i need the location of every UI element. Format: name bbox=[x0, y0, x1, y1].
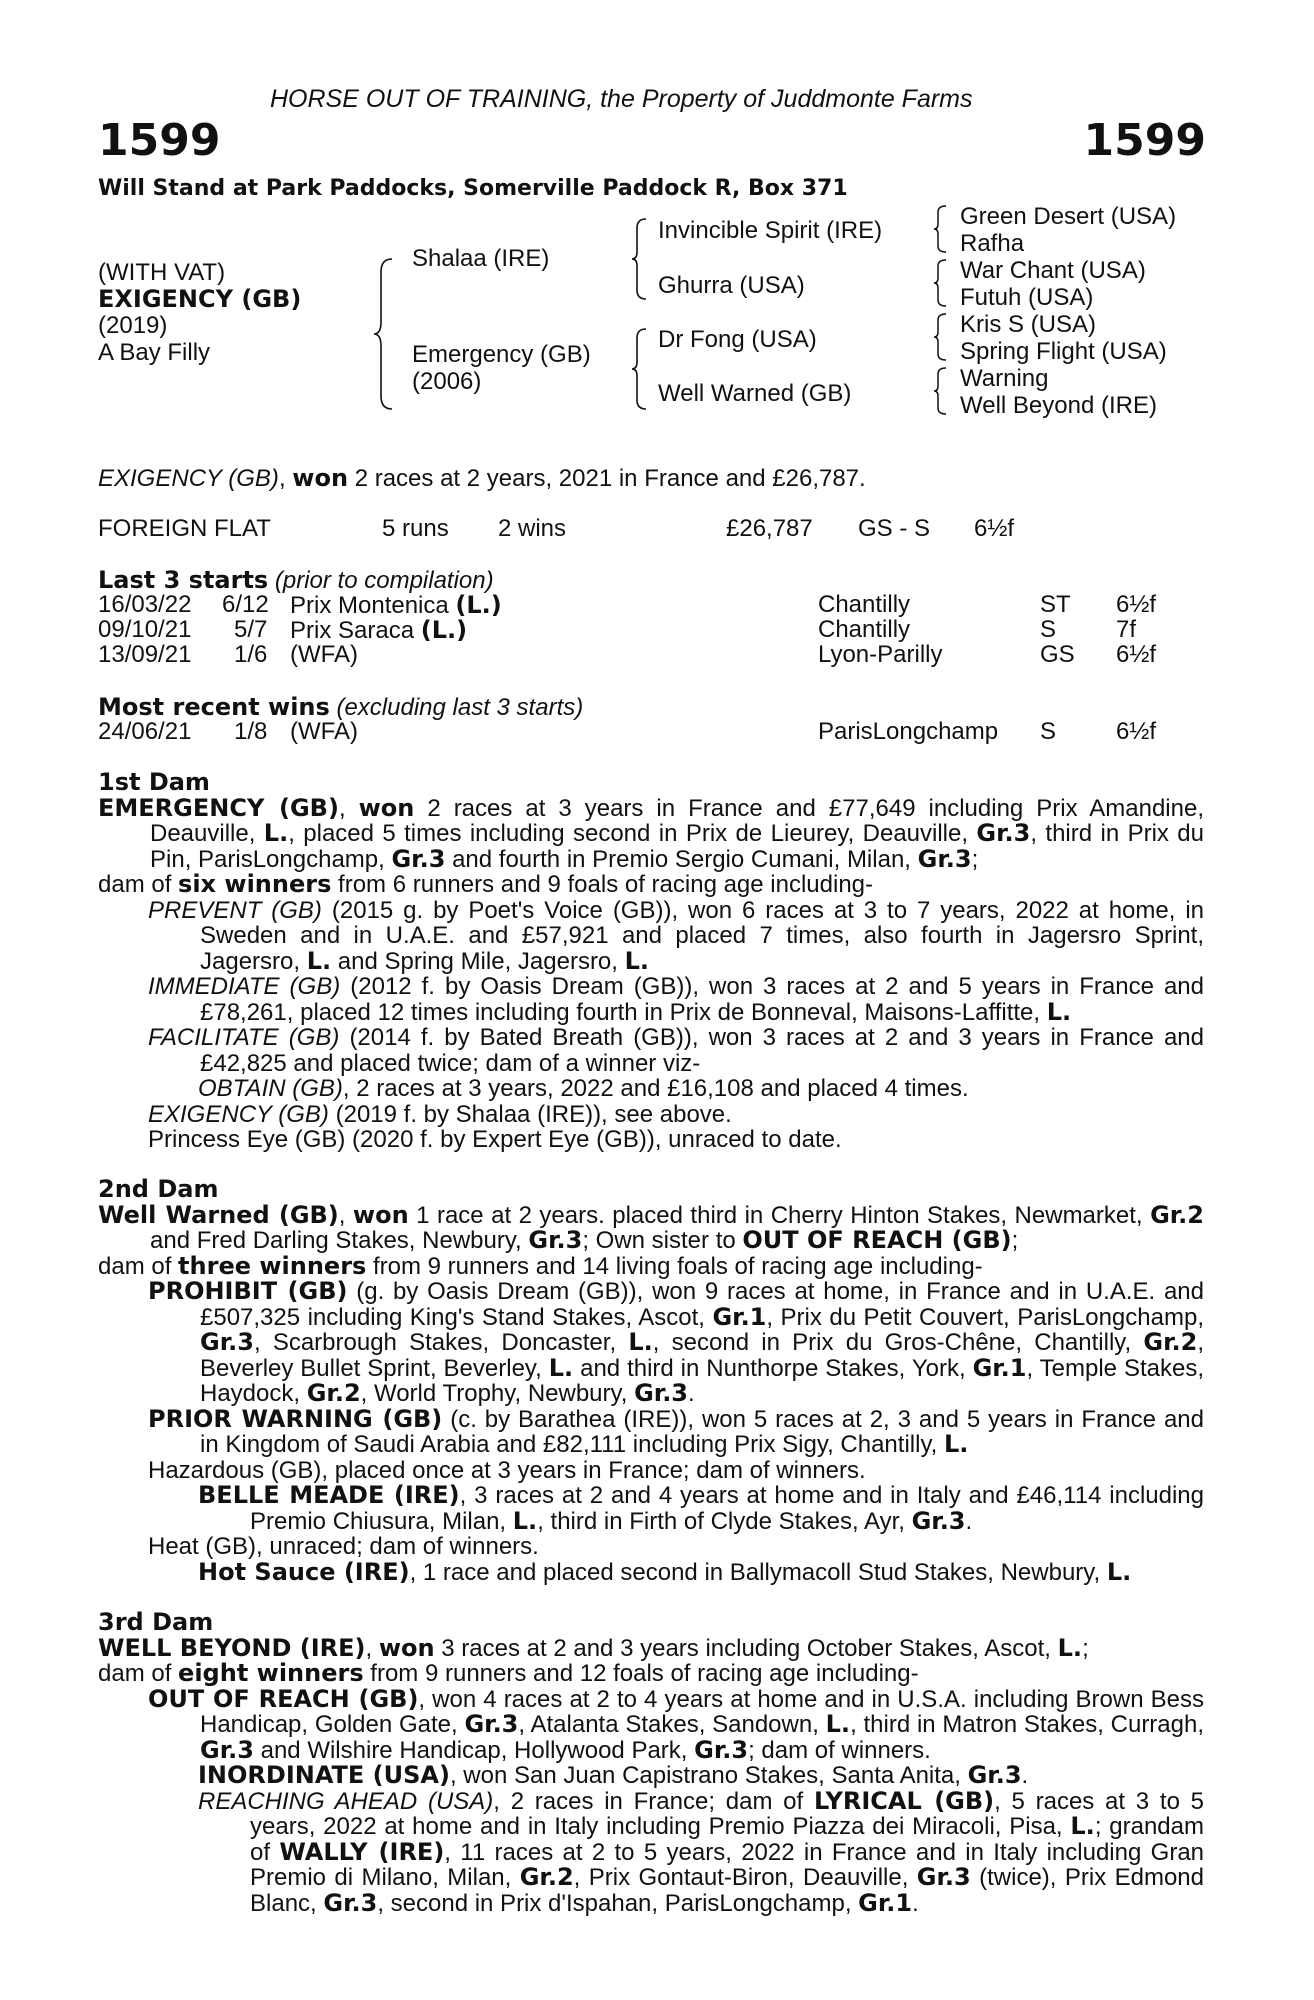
produce-entry: INORDINATE (USA), won San Juan Capistrano Stakes, Santa Anita, Gr.3. bbox=[198, 1761, 1029, 1789]
pedigree-dds: Warning bbox=[960, 365, 1049, 392]
first-dam-produce-summary: dam of six winners from 6 runners and 9 foals of racing age including- bbox=[98, 870, 874, 898]
pedigree-brace-ss bbox=[932, 205, 948, 253]
start-course: Lyon-Parilly bbox=[818, 641, 943, 668]
horse-year: (2019) bbox=[98, 312, 168, 339]
first-dam-section bbox=[98, 770, 1204, 1153]
start-distance: 7f bbox=[1116, 616, 1137, 643]
summary-horse-name: EXIGENCY (GB) bbox=[98, 465, 279, 492]
pedigree-dam-sire: Dr Fong (USA) bbox=[658, 326, 817, 353]
produce-entry: PREVENT (GB) (2015 g. by Poet's Voice (GB)), won 6 races at 3 to 7 years, 2022 at home, in Sweden and in U.A.E. and £57,921 and placed 7 times, also fourth in Jagersro Sprint, Jagersro, L. and Spring Mile, Jagersro, L. bbox=[148, 896, 1205, 975]
recent-wins-heading: Most recent wins (excluding last 3 starts) bbox=[98, 693, 584, 721]
horse-name: EXIGENCY (GB) bbox=[98, 285, 302, 313]
start-course: Chantilly bbox=[818, 591, 911, 618]
pedigree-ssd: Rafha bbox=[960, 230, 1025, 257]
start-position: 1/6 bbox=[234, 641, 268, 668]
start-going: S bbox=[1040, 616, 1057, 643]
pedigree-sire-sire: Invincible Spirit (IRE) bbox=[658, 217, 883, 244]
pedigree-brace-main bbox=[372, 258, 394, 410]
first-dam-record: EMERGENCY (GB), won 2 races at 3 years in France and £77,649 including Prix Amandine, Deauville, L., placed 5 times including second in Prix de Lieurey, Deauville, Gr.3, third in Prix du Pin, ParisLongchamp, Gr.3 and fourth in Premio Sergio Cumani, Milan, Gr.3; bbox=[98, 793, 1204, 873]
start-position: 6/12 bbox=[222, 591, 269, 618]
record-wins: 2 wins bbox=[498, 515, 567, 542]
race-summary: EXIGENCY (GB), won 2 races at 2 years, 2021 in France and £26,787. bbox=[98, 464, 866, 492]
pedigree-brace-ds bbox=[932, 313, 948, 361]
start-going: GS bbox=[1040, 641, 1075, 668]
produce-entry: Hot Sauce (IRE), 1 race and placed second in Ballymacoll Stud Stakes, Newbury, L. bbox=[198, 1557, 1132, 1586]
second-dam-section bbox=[98, 1177, 1204, 1585]
produce-entry: OBTAIN (GB), 2 races at 3 years, 2022 and £16,108 and placed 4 times. bbox=[198, 1075, 969, 1102]
third-dam-heading: 3rd Dam bbox=[98, 1608, 214, 1636]
record-prize: £26,787 bbox=[726, 515, 813, 542]
pedigree-dam-dam: Well Warned (GB) bbox=[658, 380, 852, 407]
third-dam-section bbox=[98, 1610, 1204, 1916]
record-going: GS - S bbox=[858, 515, 931, 542]
record-distance: 6½f bbox=[974, 515, 1015, 542]
second-dam-produce-summary: dam of three winners from 9 runners and 14 living foals of racing age including- bbox=[98, 1251, 983, 1280]
pedigree-sss: Green Desert (USA) bbox=[960, 203, 1177, 230]
third-dam-produce-summary: dam of eight winners from 9 runners and 12 foals of racing age including- bbox=[98, 1659, 919, 1687]
first-dam-heading: 1st Dam bbox=[98, 768, 210, 796]
start-position: 5/7 bbox=[234, 616, 268, 643]
horse-description: A Bay Filly bbox=[98, 339, 211, 366]
produce-entry: OUT OF REACH (GB), won 4 races at 2 to 4 years at home and in U.S.A. including Brown Bess Handicap, Golden Gate, Gr.3, Atalanta Stakes, Sandown, L., third in Matron Stakes, Curragh, Gr.3 and Wilshire Handicap, Hollywood Park, Gr.3; dam of winners. bbox=[148, 1684, 1205, 1764]
produce-entry: REACHING AHEAD (USA), 2 races in France; dam of LYRICAL (GB), 5 races at 3 to 5 years, 2022 at home and in Italy including Premio Piazza dei Miracoli, Pisa, L.; grandam of WALLY (IRE), 11 races at 2 to 5 years, 2022 in France and in Italy including Gran Premio di Milano, Milan, Gr.2, Prix Gontaut-Biron, Deauville, Gr.3 (twice), Prix Edmond Blanc, Gr.3, second in Prix d'Ispahan, ParisLongchamp, Gr.1. bbox=[198, 1786, 1205, 1917]
start-course: Chantilly bbox=[818, 616, 911, 643]
produce-entry: Heat (GB), unraced; dam of winners. bbox=[148, 1533, 539, 1560]
lot-number-right: 1599 bbox=[1083, 115, 1206, 166]
produce-entry: PROHIBIT (GB) (g. by Oasis Dream (GB)), won 9 races at home, in France and in U.A.E. and £507,325 including King's Stand Stakes, Ascot, Gr.1, Prix du Petit Couvert, ParisLongchamp, Gr.3, Scarbrough Stakes, Doncaster, L., second in Prix du Gros-Chêne, Chantilly, Gr.2, Beverley Bullet Sprint, Beverley, L. and third in Nunthorpe Stakes, York, Gr.1, Temple Stakes, Haydock, Gr.2, World Trophy, Newbury, Gr.3. bbox=[148, 1277, 1205, 1407]
record-label: FOREIGN FLAT bbox=[98, 515, 271, 542]
pedigree-sire: Shalaa (IRE) bbox=[412, 245, 550, 272]
pedigree-brace-sire bbox=[630, 218, 648, 300]
stabling-location: Will Stand at Park Paddocks, Somerville Paddock R, Box 371 bbox=[98, 176, 848, 201]
start-race: Prix Montenica (L.) bbox=[290, 591, 502, 619]
pedigree-dss: Kris S (USA) bbox=[960, 311, 1097, 338]
pedigree-dsd: Spring Flight (USA) bbox=[960, 338, 1167, 365]
produce-entry: FACILITATE (GB) (2014 f. by Bated Breath (GB)), won 3 races at 2 and 3 years in France and £42,825 and placed twice; dam of a winner viz- bbox=[148, 1024, 1204, 1077]
start-race: Prix Saraca (L.) bbox=[290, 616, 468, 644]
produce-entry: PRIOR WARNING (GB) (c. by Barathea (IRE)), won 5 races at 2, 3 and 5 years in France and in Kingdom of Saudi Arabia and £82,111 including Prix Sigy, Chantilly, L. bbox=[148, 1404, 1204, 1458]
produce-entry: EXIGENCY (GB) (2019 f. by Shalaa (IRE)), see above. bbox=[148, 1100, 732, 1128]
start-distance: 6½f bbox=[1116, 591, 1157, 618]
start-going: ST bbox=[1040, 591, 1071, 618]
produce-entry: IMMEDIATE (GB) (2012 f. by Oasis Dream (GB)), won 3 races at 2 and 5 years in France and £78,261, placed 12 times including fourth in Prix de Bonneval, Maisons-Laffitte, L. bbox=[148, 973, 1204, 1026]
win-course: ParisLongchamp bbox=[818, 718, 999, 745]
start-distance: 6½f bbox=[1116, 641, 1157, 668]
pedigree-ddd: Well Beyond (IRE) bbox=[960, 392, 1157, 419]
pedigree-brace-dam bbox=[630, 328, 648, 410]
third-dam-record: WELL BEYOND (IRE), won 3 races at 2 and 3 years including October Stakes, Ascot, L.; bbox=[98, 1633, 1089, 1662]
pedigree-sdd: Futuh (USA) bbox=[960, 284, 1094, 311]
second-dam-heading: 2nd Dam bbox=[98, 1175, 219, 1203]
produce-entry: BELLE MEADE (IRE), 3 races at 2 and 4 years at home and in Italy and £46,114 including Premio Chiusura, Milan, L., third in Firth of Clyde Stakes, Ayr, Gr.3. bbox=[198, 1481, 1205, 1535]
vat-status: (WITH VAT) bbox=[98, 259, 226, 286]
pedigree-brace-sd bbox=[932, 259, 948, 307]
pedigree-dam: Emergency (GB) bbox=[412, 341, 591, 368]
catalogue-header: HORSE OUT OF TRAINING, the Property of Juddmonte Farms bbox=[270, 85, 973, 113]
start-date: 09/10/21 bbox=[98, 616, 192, 643]
start-race: (WFA) bbox=[290, 641, 358, 668]
win-going: S bbox=[1040, 718, 1057, 745]
win-position: 1/8 bbox=[234, 718, 268, 745]
second-dam-record: Well Warned (GB), won 1 race at 2 years. placed third in Cherry Hinton Stakes, Newmarket, Gr.2 and Fred Darling Stakes, Newbury, Gr.3; Own sister to OUT OF REACH (GB); bbox=[98, 1200, 1204, 1254]
win-date: 24/06/21 bbox=[98, 718, 192, 745]
record-runs: 5 runs bbox=[382, 515, 449, 542]
start-date: 13/09/21 bbox=[98, 641, 192, 668]
pedigree-sds: War Chant (USA) bbox=[960, 257, 1146, 284]
produce-entry: Hazardous (GB), placed once at 3 years in France; dam of winners. bbox=[148, 1456, 866, 1484]
last-starts-heading: Last 3 starts (prior to compilation) bbox=[98, 566, 494, 594]
pedigree-dam-year: (2006) bbox=[412, 368, 482, 395]
produce-entry: Princess Eye (GB) (2020 f. by Expert Eye (GB)), unraced to date. bbox=[148, 1126, 842, 1153]
lot-number-left: 1599 bbox=[98, 115, 221, 166]
win-race: (WFA) bbox=[290, 718, 358, 745]
pedigree-brace-dd bbox=[932, 367, 948, 415]
start-date: 16/03/22 bbox=[98, 591, 192, 618]
pedigree-sire-dam: Ghurra (USA) bbox=[658, 272, 805, 299]
win-distance: 6½f bbox=[1116, 718, 1157, 745]
